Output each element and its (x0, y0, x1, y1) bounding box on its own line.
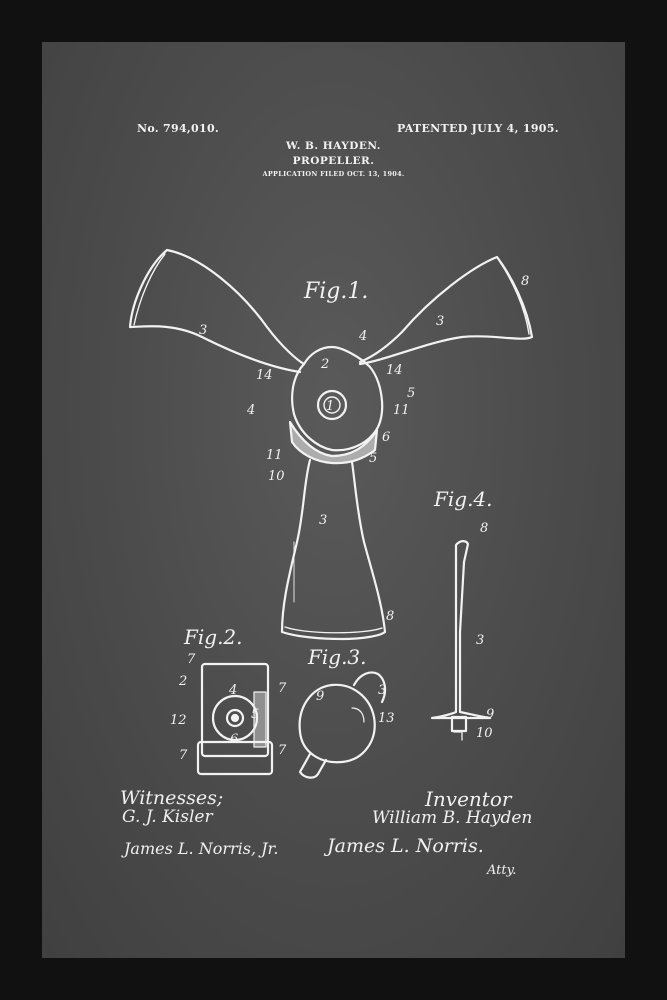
fig4-ref: 9 (486, 707, 495, 722)
attorney-signature: James L. Norris. (327, 835, 484, 857)
fig2-label: Fig.2. (184, 625, 243, 649)
fig2-ref: 7 (278, 681, 287, 696)
fig1-ref: 11 (393, 403, 410, 418)
patent-date: PATENTED JULY 4, 1905. (397, 122, 559, 135)
fig2-ref: 12 (170, 713, 187, 728)
fig1-right-blade-edge (500, 262, 529, 334)
fig1-shaft (282, 460, 385, 639)
fig1-ref: 2 (321, 357, 330, 372)
fig2-ref: 5 (251, 707, 260, 722)
witness-signature: James L. Norris, Jr. (124, 839, 279, 858)
fig3-label: Fig.3. (308, 645, 367, 669)
attorney-abbreviation: Atty. (487, 863, 517, 878)
fig2-ref: 7 (179, 748, 188, 763)
fig1-ref: 11 (266, 448, 283, 463)
fig1-left-blade-edge (134, 254, 165, 325)
patent-number: No. 794,010. (137, 122, 220, 135)
fig1-ref: 8 (386, 609, 395, 624)
patent-title: PROPELLER. (292, 155, 375, 167)
inventor-name: W. B. HAYDEN. (286, 140, 381, 152)
fig4-label: Fig.4. (434, 487, 493, 511)
witnesses-label: Witnesses; (120, 787, 224, 809)
fig3-ref: 13 (378, 711, 395, 726)
fig1-ref: 4 (247, 403, 256, 418)
fig3-ref: 3 (378, 683, 387, 698)
fig1-ref: 3 (319, 513, 328, 528)
application-filed: APPLICATION FILED OCT. 13, 1904. (262, 170, 405, 178)
fig4-ref: 8 (480, 521, 489, 536)
fig2-ref: 7 (187, 652, 196, 667)
fig4-ref: 3 (476, 633, 485, 648)
fig1-label: Fig.1. (304, 279, 369, 304)
fig4-shaft (432, 541, 490, 718)
witness-signature: G. J. Kisler (122, 807, 213, 827)
fig3-hub (300, 685, 375, 762)
patent-sheet (42, 42, 625, 958)
fig1-ref: 4 (359, 329, 368, 344)
fig3-ref: 9 (316, 689, 325, 704)
fig1-ref: 5 (369, 451, 378, 466)
fig2-ref: 2 (179, 674, 188, 689)
fig2-ref: 7 (278, 743, 287, 758)
fig4-ref: 10 (476, 726, 493, 741)
fig1-ref: 8 (521, 274, 530, 289)
fig2-ref: 4 (229, 683, 238, 698)
fig1-ref: 6 (382, 430, 391, 445)
fig2-ref: 6 (230, 732, 239, 747)
fig1-ref: 3 (436, 314, 445, 329)
inventor-signature: William B. Hayden (372, 808, 533, 828)
fig1-ref: 10 (268, 469, 285, 484)
fig1-ref: 5 (407, 386, 416, 401)
fig3-shaft-stub (300, 754, 326, 778)
fig1-ref: 1 (326, 399, 335, 414)
fig1-left-blade (130, 250, 304, 372)
fig1-ref: 14 (386, 363, 403, 378)
inventor-label: Inventor (425, 787, 512, 811)
fig1-ref: 14 (256, 368, 273, 383)
fig1-ref: 3 (199, 323, 208, 338)
